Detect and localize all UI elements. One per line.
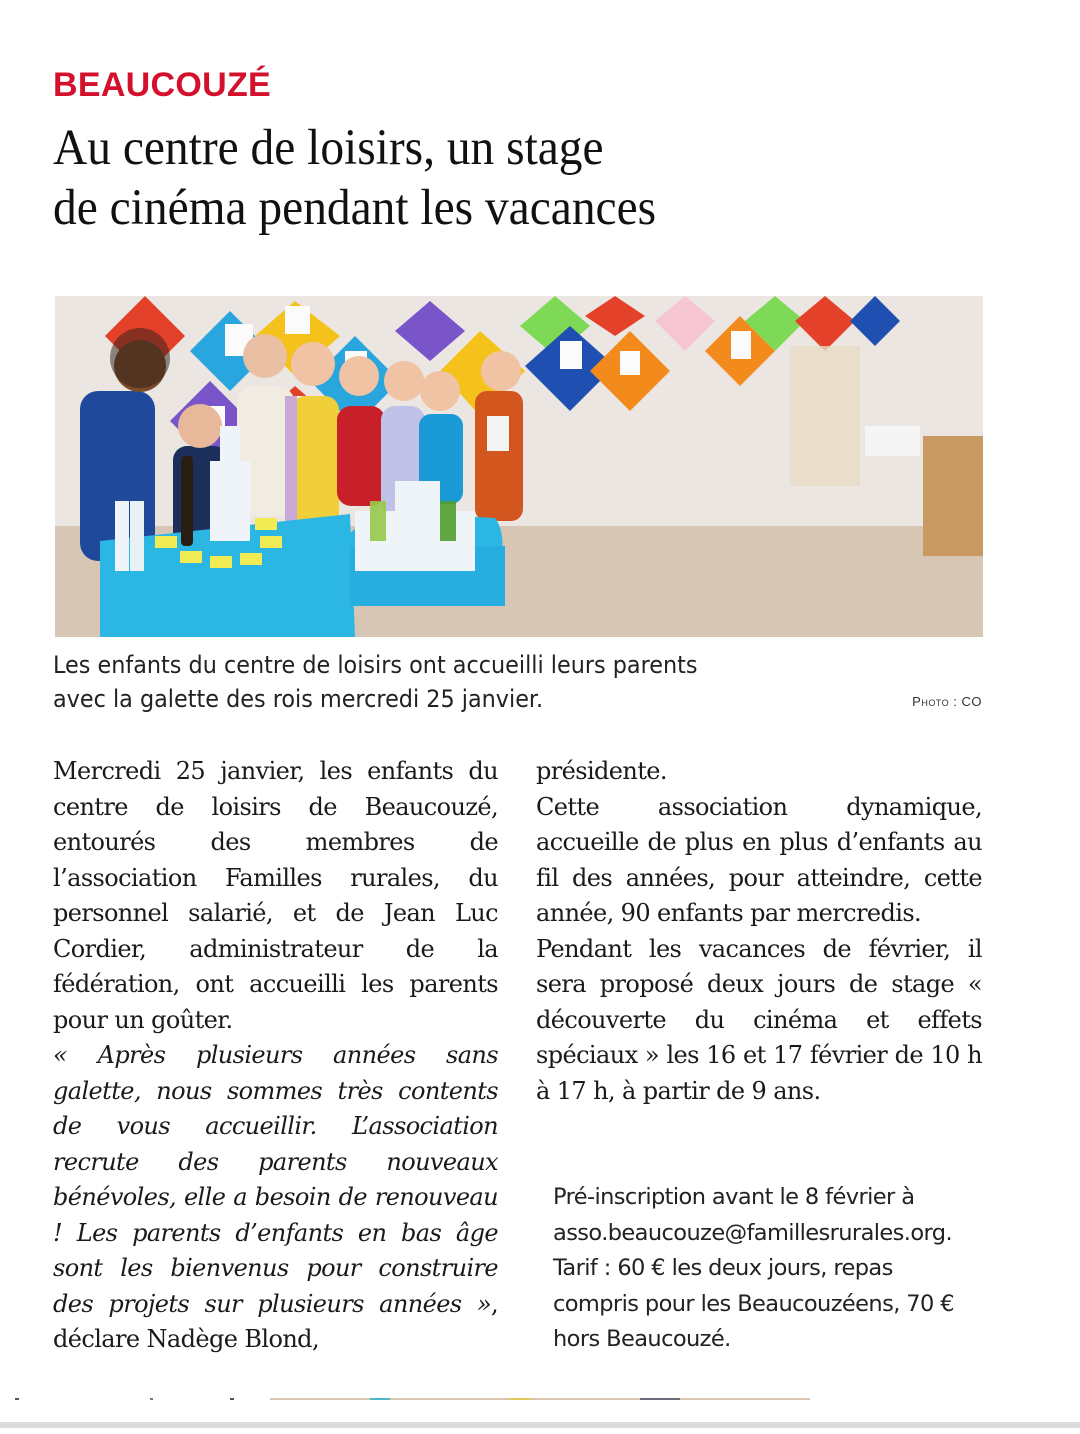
photo-illustration	[55, 296, 983, 637]
body-column-left	[53, 754, 498, 1358]
body-paragraph: Pendant les vacances de février, il sera proposé deux jours de stage « découverte du cinéma et effets spéciaux » les 16 et 17 février de 10 h à 17 h, à partir de 9 ans.	[536, 934, 982, 1105]
headline-line-2: de cinéma pendant les vacances	[53, 180, 657, 236]
caption-line-2: avec la galette des rois mercredi 25 janvier.	[53, 685, 544, 713]
body-column-right	[536, 754, 982, 1109]
photo-caption	[53, 648, 698, 716]
body-paragraph: Mercredi 25 janvier, les enfants du centre de loisirs de Beaucouzé, entourés des membres de l’association Familles rurales, du personnel salarié, et de Jean Luc Cordier, administrateur de la fédération, ont accueilli les parents pour un goûter.	[53, 757, 498, 1034]
body-paragraph: Cette association dynamique, accueille de plus en plus d’enfants au fil des années, pour atteindre, cette année, 90 enfants par mercredis.	[536, 792, 982, 927]
headline-line-1: Au centre de loisirs, un stage	[53, 120, 604, 176]
quote-text: « Après plusieurs années sans galette, nous sommes très contents de vous accueillir. L’association recrute des parents nouveaux bénévoles, elle a besoin de renouveau ! Les parents d’enfants en bas âge sont les bienvenus pour construire des projets sur plusieurs années »	[53, 1041, 498, 1318]
photo-credit: Photo : CO	[912, 694, 982, 709]
caption-line-1: Les enfants du centre de loisirs ont accueilli leurs parents	[53, 651, 698, 679]
page-scroll-edge	[0, 1422, 1080, 1428]
body-paragraph-quote	[53, 1038, 498, 1358]
article-photo	[55, 296, 983, 637]
body-paragraph: présidente.	[536, 757, 667, 785]
registration-info: Pré-inscription avant le 8 février à asso.beaucouze@famillesrurales.org. Tarif : 60 € les deux jours, repas compris pour les Beaucouzéens, 70 € hors Beaucouzé.	[553, 1184, 954, 1352]
section-kicker: BEAUCOUZÉ	[53, 66, 272, 104]
next-article-edge	[0, 1396, 1080, 1402]
article-headline	[53, 118, 983, 238]
quote-attribution: , déclare Nadège Blond,	[53, 1289, 498, 1353]
